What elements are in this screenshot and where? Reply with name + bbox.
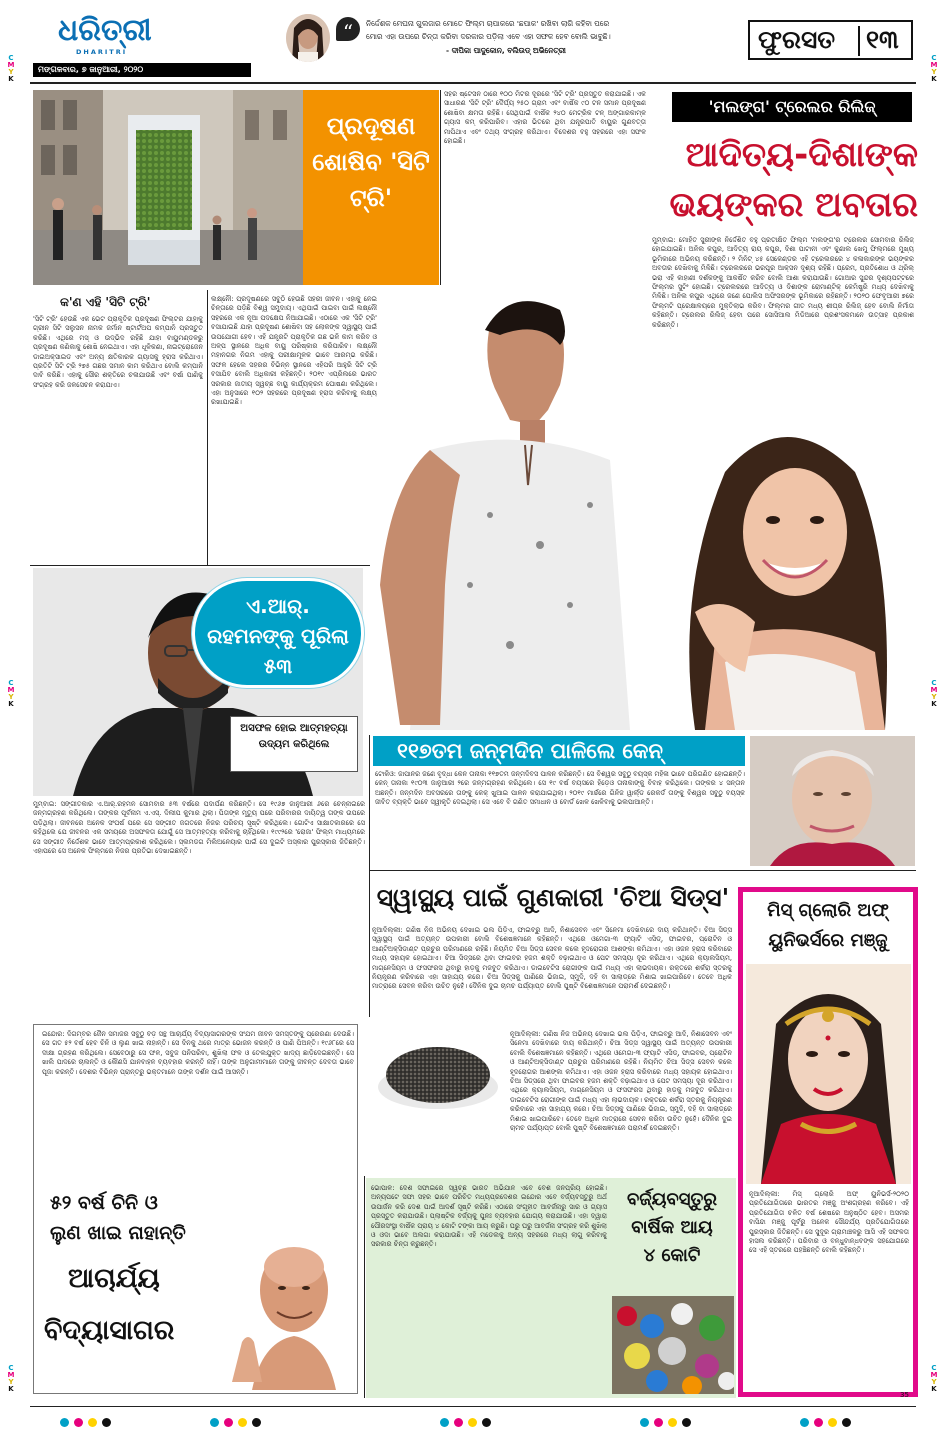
rahman-body: ମୁମ୍ବାଇ: ସଙ୍ଗୀତକାର ଏ.ଆର୍.ରହମନ ସୋମବାର ୫୩ ବର୍ଷରେ ପଦାର୍ପଣ କରିଛନ୍ତି। ସେ ୧୯୬୭ ଜାନୁଆରୀ ୬ରେ ଚେନ୍ନାଇରେ ଜନ୍ମଗ୍ରହଣ କରିଥିଲେ। ତାଙ୍କର ପୂର୍ବନାମ ଏ.ଏସ୍. ଦିଲୀପ କୁମାର ଥିଲା। ପିତାଙ୍କ ମୃତ୍ୟୁ ପରେ ପରିବାରର ଦାୟିତ୍ୱ ତାଙ୍କ ଉପରେ ପଡ଼ିଥିଲା। ଜୀବନରେ ଅନେକ ସଂଘର୍ଷ ପରେ ସେ ସଙ୍ଗୀତ ଜଗତରେ ନିଜର ପରିଚୟ ସୃଷ୍ଟି କରିଥିଲେ। ଗୋଟିଏ ସାକ୍ଷାତକାରରେ ସେ କହିଥିଲେ ଯେ ଜୀବନର ଏକ ସମୟରେ ଅସଫଳତା ଯୋଗୁଁ ସେ ଆତ୍ମହତ୍ୟା କରିବାକୁ ଚାହିଁଥିଲେ। ୧୯୯୨ରେ 'ରୋଜା' ଫିଲ୍ମ ମାଧ୍ୟମରେ ସେ ସଙ୍ଗୀତ ନିର୍ଦ୍ଦେଶକ ଭାବେ ଆତ୍ମପ୍ରକାଶ କରିଥିଲେ। ସ୍ଲମଡଗ ମିଲିଅନେୟାର ପାଇଁ ସେ ଦୁଇଟି ଅସ୍କାର ପୁରସ୍କାର ଜିତିଛନ୍ତି। ଏହାପରେ ସେ ଅନେକ ଫିଲ୍ମରେ ନିଜର ପ୍ରତିଭା ଦେଖାଇଛନ୍ତି। (33, 800, 365, 856)
miss-body: ନୂଆଦିଲ୍ଲୀ: ମିସ୍ ଗ୍ଲୋରି ଅଫ୍ ୟୁନିଭର୍ସ-୨୦୨୦ ପ୍ରତିଯୋଗିତାରେ ଭାରତର ମଞ୍ଜୁ ଅଂଶଗ୍ରହଣ କରିବେ। ଏହି ପ୍ରତିଯୋଗିତା ଚଳିତ ବର୍ଷ ଶେଷରେ ଅନୁଷ୍ଠିତ ହେବ। ଅସମର ବାସିନ୍ଦା ମଞ୍ଜୁ ପୂର୍ବରୁ ଅନେକ ସୌନ୍ଦର୍ଯ୍ୟ ପ୍ରତିଯୋଗିତାରେ ପୁରସ୍କାର ଜିତିଛନ୍ତି। ସେ ସୁଦୂର ଗ୍ରାମାଞ୍ଚଳରୁ ଆସି ଏହି ସଫଳତା ହାସଲ କରିଛନ୍ତି। ପରିବାର ଓ ବନ୍ଧୁବାନ୍ଧବଙ୍କ ସହଯୋଗରେ ସେ ଏହି ସ୍ତରରେ ପହଞ୍ଚିଛନ୍ତି ବୋଲି କହିଛନ୍ତି। (749, 1190, 909, 1255)
color-dot (88, 1418, 97, 1427)
registration-mark: C M Y K (7, 1364, 15, 1393)
city-tree-body-left: 'ସିଟି ଟ୍ରି' ହେଉଛି ଏକ ଭେଟ ପ୍ରାକୃତିକ ପ୍ରଦୂଷଣ ଫିଲ୍ଟର ଯାହାକୁ ଗ୍ରୀନ ସିଟି ସଲୁସନ ନାମକ ଜର୍ମାନ ଷ୍ଟାର୍ଟଅପ କମ୍ପାନି ପ୍ରସ୍ତୁତ କରିଛି। ଏଥିରେ ମସ୍ ଓ ଉଦ୍ଭିଦ ରହିଛି ଯାହା ବାୟୁମଣ୍ଡଳରୁ ପ୍ରଦୂଷଣ କଣିକାକୁ ଶୋଷି ନେଇଥାଏ। ଏହା ଧୂଳିକଣା, ନାଇଟ୍ରୋଜେନ ଡାଇଅକ୍ସାଇଡ ଏବଂ ଅନ୍ୟ କ୍ଷତିକାରକ ଗ୍ୟାସକୁ ହ୍ରାସ କରିଥାଏ। ପ୍ରତିଟି ସିଟି ଟ୍ରି ୨୭୫ ଗଛର ସମାନ କାମ କରିଥାଏ ବୋଲି କମ୍ପାନି ଦାବି କରିଛି। ଏହାକୁ ସୌର ଶକ୍ତିରେ ଚଳାଯାଉଛି ଏବଂ ବର୍ଷା ପାଣିକୁ ସଂଗ୍ରହ କରି ଜଳସେଚନ କରାଯାଏ। (33, 315, 203, 389)
city-tree-body-mid: ଲକ୍ଷ୍ନୌ: ପ୍ରଦୂଷଣରେ ସବୁଠି ହେଉଛି ସହରୀ ଜୀବନ। ଏହାକୁ ନେଇ ଚିନ୍ତାରେ ପଡ଼ିଛି ବିଶ୍ୱ ସମୁଦାୟ। ଏଥିପାଇଁ ପାଇବା ପାଇଁ ଲକ୍ଷ୍ନୌ ସହରରେ ଏକ ନୂଆ ପଦକ୍ଷେପ ନିଆଯାଇଛି। ଏଠାରେ ଏକ 'ସିଟି ଟ୍ରି' ବସାଯାଇଛି ଯାହା ପ୍ରଦୂଷଣ ଶୋଷିବା ସହ ଲୋକଙ୍କ ସ୍ୱାସ୍ଥ୍ୟ ପାଇଁ ଉପଯୋଗୀ ହେବ। ଏହି ଯନ୍ତ୍ରଟି ପ୍ରାକୃତିକ ଗଛ ଭଳି କାମ କରିବ ଓ ଅଳ୍ପ ସ୍ଥାନରେ ଅଧିକ ବାୟୁ ପରିଷ୍କାର କରିପାରିବ। ଲକ୍ଷ୍ନୌ ମହାନଗର ନିଗମ ଏହାକୁ ପରୀକ୍ଷାମୂଳକ ଭାବେ ଆରମ୍ଭ କରିଛି। ସଫଳ ହେଲେ ସହରର ବିଭିନ୍ନ ସ୍ଥାନରେ ଏହିପରି ଆହୁରି ସିଟି ଟ୍ରି ବସାଯିବ ବୋଲି ଅଧିକାରୀ କହିଛନ୍ତି। ୨୦୧୯ ଏପ୍ରିଲରେ ଭାରତ ସରକାର ଜାତୀୟ ସ୍ୱଚ୍ଛ ବାୟୁ କାର୍ଯ୍ୟକ୍ରମ ଘୋଷଣା କରିଥିଲେ। ଏହା ଅନୁସାରେ ୧୦୨ ସହରରେ ପ୍ରଦୂଷଣ ହ୍ରାସ କରିବାକୁ ଲକ୍ଷ୍ୟ ରଖାଯାଇଛି। (211, 295, 377, 407)
logo[interactable] (58, 13, 152, 56)
miss-headline: ମିସ୍ ଗ୍ଲୋରି ଅଫ୍ ୟୁନିଭର୍ସରେ ମଞ୍ଜୁ (767, 900, 889, 951)
malang-headline-1: ଆଦିତ୍ୟ-ଦିଶାଙ୍କ (685, 135, 918, 175)
rahman-headline-circle (192, 578, 364, 688)
masthead (0, 0, 945, 82)
waste-headline-1: ବର୍ଜ୍ୟବସ୍ତୁରୁ (626, 1189, 718, 1210)
logo-subtitle: DHARITRI (76, 48, 128, 56)
color-dot (454, 1418, 463, 1427)
registration-mark: C M Y K (930, 1364, 938, 1393)
registration-mark: C M Y K (930, 679, 938, 708)
rahman-quote: ଅସଫଳ ହୋଇ ଆତ୍ମହତ୍ୟା ଉଦ୍ୟମ କରିଥିଲେ (240, 723, 348, 750)
city-tree-headline: ପ୍ରଦୂଷଣ ଶୋଷିବ 'ସିଟି ଟ୍ରି' (312, 112, 430, 212)
quote-line-1: ନିର୍ଦ୍ଦେଶକ ମେଘନା ଗୁଲଜାର ମୋତେ ଫିଲ୍ମ ଚାପାକରେ 'ଛପାକ' ରଖିବା ଲାଗି କହିବା ପରେ (366, 19, 610, 28)
acharya-body: ଇନ୍ଦୋର: ଦିଗମ୍ବର ଜୈନ ସମାଜର ସବୁଠୁ ବଡ଼ ସନ୍ଥ ଆଚାର୍ଯ୍ୟ ବିଦ୍ୟାସାଗରଙ୍କ ସଂଯମ ଜୀବନ ସମସ୍ତଙ୍କୁ ପ୍ରେରଣା ଦେଉଛି। ସେ ଗତ ୫୨ ବର୍ଷ ହେବ ଚିନି ଓ ଲୁଣ ଖାଇ ନାହାନ୍ତି। ସେ ଦିନକୁ ଥରେ ମାତ୍ର ଭୋଜନ କରନ୍ତି ଓ ପାଣି ପିଅନ୍ତି। ୧୯୬୮ରେ ସେ ଦୀକ୍ଷା ଗ୍ରହଣ କରିଥିଲେ। ସେବେଠାରୁ ସେ ଫଳ, ସବୁଜ ପନିପରିବା, ଶୁଖିଲା ଫଳ ଓ ତେଲଯୁକ୍ତ ଖାଦ୍ୟ ଛାଡ଼ିଦେଇଛନ୍ତି। ସେ ଖାଲି ପାଦରେ ଚାଲନ୍ତି ଓ କୌଣସି ଯାନବାହନ ବ୍ୟବହାର କରନ୍ତି ନାହିଁ। ତାଙ୍କ ଅନୁଗାମୀମାନେ ତାଙ୍କୁ ଜୀବନ୍ତ ଦେବତା ଭାବେ ପୂଜା କରନ୍ତି। ଦେଶର ବିଭିନ୍ନ ପ୍ରାନ୍ତରୁ ଭକ୍ତମାନେ ତାଙ୍କ ଦର୍ଶନ ପାଇଁ ଆସନ୍ତି। (42, 1030, 354, 1076)
malang-body: ମୁମ୍ବାଇ: ମୋହିତ ସୁରୀଙ୍କ ନିର୍ଦ୍ଦେଶିତ ବହୁ ପ୍ରତୀକ୍ଷିତ ଫିଲ୍ମ 'ମଲଙ୍ଗ'ର ଟ୍ରେଲର ସୋମବାର ରିଲିଜ୍ ହୋଇଯାଇଛି। ଅନିଲ କପୁର, ଆଦିତ୍ୟ ରାୟ କପୁର, ଦିଶା ପାଟାନୀ ଏବଂ କୁଣାଲ ଖେମୁ ଫିଲ୍ମରେ ମୁଖ୍ୟ ଭୂମିକାରେ ଅଭିନୟ କରିଛନ୍ତି। ୨ ମିନିଟ୍ ୪୫ ସେକେଣ୍ଡର ଏହି ଟ୍ରେଲରରେ ୪ କଳାକାରଙ୍କ ଭୟଙ୍କର ଅବତାର ଦେଖିବାକୁ ମିଳିଛି। ଟ୍ରେଲରରେ ଭରପୂର ଆକ୍ସନ ଦୃଶ୍ୟ ରହିଛି। ପ୍ରେମ, ପ୍ରତିଶୋଧ ଓ ଥ୍ରିଲ୍ ଭରା ଏହି କାହାଣୀ ଦର୍ଶକଙ୍କୁ ଆକର୍ଷିତ କରିବ ବୋଲି ଆଶା କରାଯାଉଛି। ଗୋଆର ସୁନ୍ଦର ଦୃଶ୍ୟପଟ୍ଟରେ ଫିଲ୍ମର ସୁଟିଂ ହୋଇଛି। ଟ୍ରେଲରରେ ଆଦିତ୍ୟ ଓ ଦିଶାଙ୍କ ରୋମାଣ୍ଟିକ୍ କେମିଷ୍ଟ୍ରି ମଧ୍ୟ ଦେଖିବାକୁ ମିଳିଛି। ଅନିଲ କପୁର ଏଥିରେ ଜଣେ ପୋଲିସ ଅଫିସରଙ୍କ ଭୂମିକାରେ ରହିଛନ୍ତି। ୨୦୨୦ ଫେବୃଆରୀ ୭ରେ ଫିଲ୍ମଟି ପ୍ରେକ୍ଷାଳୟରେ ମୁକ୍ତିଲାଭ କରିବ। ଫିଲ୍ମର ଗୀତ ମଧ୍ୟ ଶୀଘ୍ର ରିଲିଜ୍ ହେବ ବୋଲି ନିର୍ମାତା କହିଛନ୍ତି। ଟ୍ରେଲର ରିଲିଜ୍ ହେବା ପରେ ସୋସିଆଲ ମିଡିଆରେ ପ୍ରଶଂସକମାନେ ଉତ୍ସାହ ପ୍ରକାଶ କରିଛନ୍ତି। (652, 236, 914, 329)
city-tree-headline-box (303, 90, 439, 285)
color-dot (482, 1418, 491, 1427)
malang-kicker: 'ମଲଙ୍ଗ' ଟ୍ରେଲର ରିଲିଜ୍ (708, 97, 876, 116)
color-dot (640, 1418, 649, 1427)
kane-headline-box (373, 736, 745, 766)
waste-headline-3: ୪ କୋଟି (643, 1245, 701, 1266)
chia-body-top: ନୂଆଦିଲ୍ଲୀ: ଗଣିଷ ନିଜ ଅଭିନୟ ଦେଖାଇ ଭଲ ପିଡ଼ିଏ, ଫାଇବ୍ରୁ ଆଦି, ନିଶାସେବନ ଏବଂ ସିନେମା ଦେଖିବାରେ ଦାୟ କରିଥାନ୍ତି। ଚିଆ ସିଡ୍ସ ସ୍ୱାସ୍ଥ୍ୟ ପାଇଁ ଅତ୍ୟନ୍ତ ଉପକାରୀ ବୋଲି ବିଶେଷଜ୍ଞମାନେ କହିଛନ୍ତି। ଏଥିରେ ଓମେଗା-୩ ଫ୍ୟାଟି ଏସିଡ୍, ଫାଇବର, ପ୍ରୋଟିନ ଓ ଆଣ୍ଟିଅକ୍ସିଡାଣ୍ଟ ପ୍ରଚୁର ପରିମାଣରେ ରହିଛି। ନିୟମିତ ଚିଆ ସିଡ୍ସ ସେବନ କଲେ ହୃଦରୋଗର ଆଶଙ୍କା କମିଥାଏ। ଏହା ଓଜନ ହ୍ରାସ କରିବାରେ ମଧ୍ୟ ସହାୟକ ହୋଇଥାଏ। ଚିଆ ସିଡ୍ସରେ ଥିବା ଫାଇବର ହଜମ ଶକ୍ତି ବଢ଼ାଇଥାଏ ଓ ପେଟ ସମସ୍ୟା ଦୂର କରିଥାଏ। ଏଥିରେ କ୍ୟାଲସିୟମ, ମାଗ୍ନେସିୟମ ଓ ଫସଫରସ ଥିବାରୁ ହାଡ଼କୁ ମଜବୁତ କରିଥାଏ। ଡାଇବେଟିସ ରୋଗୀଙ୍କ ପାଇଁ ମଧ୍ୟ ଏହା ଲାଭଦାୟକ। ରକ୍ତରେ ଶର୍କରା ସ୍ତରକୁ ନିୟନ୍ତ୍ରଣ କରିବାରେ ଏହା ସାହାଯ୍ୟ କରେ। ଚିଆ ସିଡ୍ସକୁ ପାଣିରେ ଭିଜାଇ, ସ୍ମୁଦି, ଦହି ବା ସାଲାଡ୍‌ରେ ମିଶାଇ ଖାଇପାରିବେ। ତେବେ ଅଧିକ ମାତ୍ରାରେ ସେବନ କରିବା ଉଚିତ ନୁହେଁ। ଦୈନିକ ଦୁଇ ଚାମଚ ପର୍ଯ୍ୟାପ୍ତ ବୋଲି ପୁଷ୍ଟି ବିଶେଷଜ୍ଞମାନେ ପରାମର୍ଶ ଦେଇଛନ୍ତି। (372, 926, 732, 991)
color-dot (440, 1418, 449, 1427)
color-dot (210, 1418, 219, 1427)
section-box (748, 20, 913, 60)
color-dot (842, 1418, 851, 1427)
waste-body: ଭୋପାଳ: ଦେଶ ସଫାଇରେ ସ୍ୱଚ୍ଛ ଭାରତ ଅଭିଯାନ ଏବେ ବେଶ ଜନପ୍ରିୟ ହୋଇଛି। ଅନ୍ୟପଟେ ସଫା ସହର ଭାବେ ପରିଚିତ ମଧ୍ୟପ୍ରଦେଶର ଇନ୍ଦୋର ଏବେ ବର୍ଜ୍ୟବସ୍ତୁରୁ ଅର୍ଥ ଉପାର୍ଜନ କରି ଦେଶ ପାଇଁ ଆଦର୍ଶ ସୃଷ୍ଟି କରିଛି। ଏଠାରେ ସଂଗୃହୀତ ଆବର୍ଜନାରୁ ସାର ଓ ଗ୍ୟାସ ପ୍ରସ୍ତୁତ କରାଯାଉଛି। ପ୍ଲାଷ୍ଟିକ ବର୍ଜ୍ୟକୁ ପୁନଃ ବ୍ୟବହାର ଯୋଗ୍ୟ କରାଯାଉଛି। ଏହା ଦ୍ୱାରା ପୌରସଂସ୍ଥା ବାର୍ଷିକ ପ୍ରାୟ ୪ କୋଟି ଟଙ୍କା ଆୟ କରୁଛି। ଘରୁ ଘରୁ ଆବର୍ଜନା ସଂଗ୍ରହ କରି ଶୁଖିଲା ଓ ଓଦା ଭାବେ ଅଲଗା କରାଯାଉଛି। ଏହି ମଡେଲକୁ ଅନ୍ୟ ସହରରେ ମଧ୍ୟ ଲାଗୁ କରିବାକୁ ସରକାର ଚିନ୍ତା କରୁଛନ୍ତି। (371, 1184, 607, 1249)
avatar (286, 14, 330, 62)
registration-mark: C M Y K (7, 679, 15, 708)
kane-photo (750, 736, 915, 866)
aditya-photo (370, 285, 670, 730)
acharya-headline-4: ବିଦ୍ୟାସାଗର (44, 1315, 175, 1346)
city-tree-subhead: କ'ଣ ଏହି 'ସିଟି ଟ୍ରି' (60, 295, 151, 309)
color-dot (814, 1418, 823, 1427)
color-dot (668, 1418, 677, 1427)
rahman-quote-box (230, 716, 358, 772)
chia-seeds-photo (370, 1025, 506, 1115)
rahman-headline: ଏ.ଆର୍. ରହମନଙ୍କୁ ପୂରିଲା ୫୩ (207, 594, 349, 678)
chia-body-wrap: ନୂଆଦିଲ୍ଲୀ: ଗଣିଷ ନିଜ ଅଭିନୟ ଦେଖାଇ ଭଲ ପିଡ଼ିଏ, ଫାଇବ୍ରୁ ଆଦି, ନିଶାସେବନ ଏବଂ ସିନେମା ଦେଖିବାରେ ଦାୟ କରିଥାନ୍ତି। ଚିଆ ସିଡ୍ସ ସ୍ୱାସ୍ଥ୍ୟ ପାଇଁ ଅତ୍ୟନ୍ତ ଉପକାରୀ ବୋଲି ବିଶେଷଜ୍ଞମାନେ କହିଛନ୍ତି। ଏଥିରେ ଓମେଗା-୩ ଫ୍ୟାଟି ଏସିଡ୍, ଫାଇବର, ପ୍ରୋଟିନ ଓ ଆଣ୍ଟିଅକ୍ସିଡାଣ୍ଟ ପ୍ରଚୁର ପରିମାଣରେ ରହିଛି। ନିୟମିତ ଚିଆ ସିଡ୍ସ ସେବନ କଲେ ହୃଦରୋଗର ଆଶଙ୍କା କମିଥାଏ। ଏହା ଓଜନ ହ୍ରାସ କରିବାରେ ମଧ୍ୟ ସହାୟକ ହୋଇଥାଏ। ଚିଆ ସିଡ୍ସରେ ଥିବା ଫାଇବର ହଜମ ଶକ୍ତି ବଢ଼ାଇଥାଏ ଓ ପେଟ ସମସ୍ୟା ଦୂର କରିଥାଏ। ଏଥିରେ କ୍ୟାଲସିୟମ, ମାଗ୍ନେସିୟମ ଓ ଫସଫରସ ଥିବାରୁ ହାଡ଼କୁ ମଜବୁତ କରିଥାଏ। ଡାଇବେଟିସ ରୋଗୀଙ୍କ ପାଇଁ ମଧ୍ୟ ଏହା ଲାଭଦାୟକ। ରକ୍ତରେ ଶର୍କରା ସ୍ତରକୁ ନିୟନ୍ତ୍ରଣ କରିବାରେ ଏହା ସାହାଯ୍ୟ କରେ। ଚିଆ ସିଡ୍ସକୁ ପାଣିରେ ଭିଜାଇ, ସ୍ମୁଦି, ଦହି ବା ସାଲାଡ୍‌ରେ ମିଶାଇ ଖାଇପାରିବେ। ତେବେ ଅଧିକ ମାତ୍ରାରେ ସେବନ କରିବା ଉଚିତ ନୁହେଁ। ଦୈନିକ ଦୁଇ ଚାମଚ ପର୍ଯ୍ୟାପ୍ତ ବୋଲି ପୁଷ୍ଟି ବିଶେଷଜ୍ଞମାନେ ପରାମର୍ଶ ଦେଇଛନ୍ତି। (510, 1030, 732, 1133)
acharya-headline-2: ଲୁଣ ଖାଇ ନାହାନ୍ତି (50, 1222, 186, 1244)
malang-headline-2: ଭୟଙ୍କର ଅବତାର (669, 185, 918, 225)
acharya-headline-3: ଆଚାର୍ଯ୍ୟ (68, 1263, 160, 1294)
page-number-odia: ୧୩ (866, 25, 899, 54)
kane-headline: ୧୧୭ତମ ଜନ୍ମଦିନ ପାଳିଲେ କେନ୍ (397, 739, 663, 763)
date-text: ମଙ୍ଗଳବାର, ୭ ଜାନୁଆରୀ, ୨୦୨୦ (38, 65, 144, 74)
quote-icon: “ (336, 17, 360, 41)
color-dot (238, 1418, 247, 1427)
section-title: ଫୁରସତ (758, 25, 836, 54)
chia-headline: ସ୍ୱାସ୍ଥ୍ୟ ପାଇଁ ଗୁଣକାରୀ 'ଚିଆ ସିଡ୍ସ' (376, 883, 730, 912)
acharya-headline-1: ୫୨ ବର୍ଷ ଚିନି ଓ (50, 1192, 158, 1214)
city-tree-photo (33, 90, 303, 285)
color-dot (224, 1418, 233, 1427)
registration-mark: C M Y K (7, 54, 15, 83)
waste-photo (612, 1296, 734, 1394)
color-dot (102, 1418, 111, 1427)
city-tree-body-right: ସହର ଷ୍ଟେସନ ଠାରେ ୧୦୦ ମିଟର ଦୂରରେ 'ସିଟି ଟ୍ରି' ପ୍ରସ୍ତୁତ କରାଯାଇଛି। ଏକ ସାଧାରଣ 'ସିଟି ଟ୍ରି' ଦୈର୍ଘ୍ୟ ୨୫୦ ଗ୍ରାମ ଏବଂ ବାର୍ଷିକ ୯୦ ଟନ ସମାନ ପ୍ରଦୂଷଣ ଶୋଷିବା କ୍ଷମତା ରହିଛି। ସେଥିପାଇଁ ବାର୍ଷିକ ୨୪୦ ମେଟ୍ରିକ ଟନ୍ ଅଙ୍ଗାରକାମ୍ଳ ଗ୍ୟାସ କମ୍ କରିପାରିବ। ଏହାର ଭିତରେ ଥିବା ଯନ୍ତ୍ରପାତି ବାୟୁର ଗୁଣବତ୍ତା ମାପିଥାଏ ଏବଂ ତଥ୍ୟ ସଂଗ୍ରହ କରିଥାଏ। ବିଦେଶର ବହୁ ସହରରେ ଏହା ସଫଳ ହୋଇଛି। (444, 90, 646, 146)
waste-headline-2: ବାର୍ଷିକ ଆୟ (631, 1217, 713, 1238)
color-dot (682, 1418, 691, 1427)
registration-mark: C M Y K (930, 54, 938, 83)
color-dot (74, 1418, 83, 1427)
logo-text: ଧରିତ୍ରୀ (58, 13, 152, 48)
color-dot (468, 1418, 477, 1427)
color-dot (252, 1418, 261, 1427)
disha-photo (655, 412, 917, 730)
quote-author: - ଦୀପିକା ପାଦୁକୋନ, ବଲିଉଡ୍ ଅଭିନେତ୍ରୀ (446, 46, 566, 55)
kane-body: ଟୋକିଓ: ଜାପାନର ଜଣେ ବୃଦ୍ଧା କେନ ତାନାକା ୧୧୭ତମ ଜନ୍ମଦିବସ ପାଳନ କରିଛନ୍ତି। ସେ ବିଶ୍ୱର ସବୁଠୁ ବୟସ୍କ ମହିଳା ଭାବେ ପରିଗଣିତ ହୋଇଛନ୍ତି। କେନ୍ ତାନାକା ୧୯୦୩ ଜାନୁଆରୀ ୨ରେ ଜନ୍ମଗ୍ରହଣ କରିଥିଲେ। ସେ ୧୯ ବର୍ଷ ବୟସରେ ହିଡ଼େଓ ତାନାକାଙ୍କୁ ବିବାହ କରିଥିଲେ। ତାଙ୍କର ୪ ସନ୍ତାନ ଅଛନ୍ତି। ଜନ୍ମଦିନ ଅବସରରେ ତାଙ୍କୁ କେକ୍ ଖୁଆଇ ପାଳନ କରାଯାଇଥିଲା। ୨୦୧୯ ମାର୍ଚ୍ଚରେ ଗିନିଜ ୱାର୍ଲ୍ଡ ରେକର୍ଡ ତାଙ୍କୁ ବିଶ୍ୱର ସବୁଠୁ ବୟସ୍କ ଜୀବିତ ବ୍ୟକ୍ତି ଭାବେ ସ୍ୱୀକୃତି ଦେଇଥିଲା। ସେ ଏବେ ବି ଗଣିତ ସମାଧାନ ଓ ବୋର୍ଡ ଖେଳ ଖେଳିବାକୁ ଭଲପାଆନ୍ତି। (375, 770, 745, 807)
color-dot (828, 1418, 837, 1427)
malang-kicker-box (672, 92, 912, 122)
miss-photo (746, 964, 911, 1184)
footer-page-number: 35 (900, 1391, 909, 1399)
color-dot (800, 1418, 809, 1427)
color-dot (60, 1418, 69, 1427)
acharya-photo (222, 1232, 352, 1390)
quote-line-2: ମୋର ଏହା ଉପରେ ଚିନ୍ତା କରିବା ଦରକାର ପଡ଼ିଲା ଏବେ ଏହା ସଫଳ ହେବ ବୋଲି ଭାବୁଛି। (366, 32, 611, 41)
color-dot (654, 1418, 663, 1427)
